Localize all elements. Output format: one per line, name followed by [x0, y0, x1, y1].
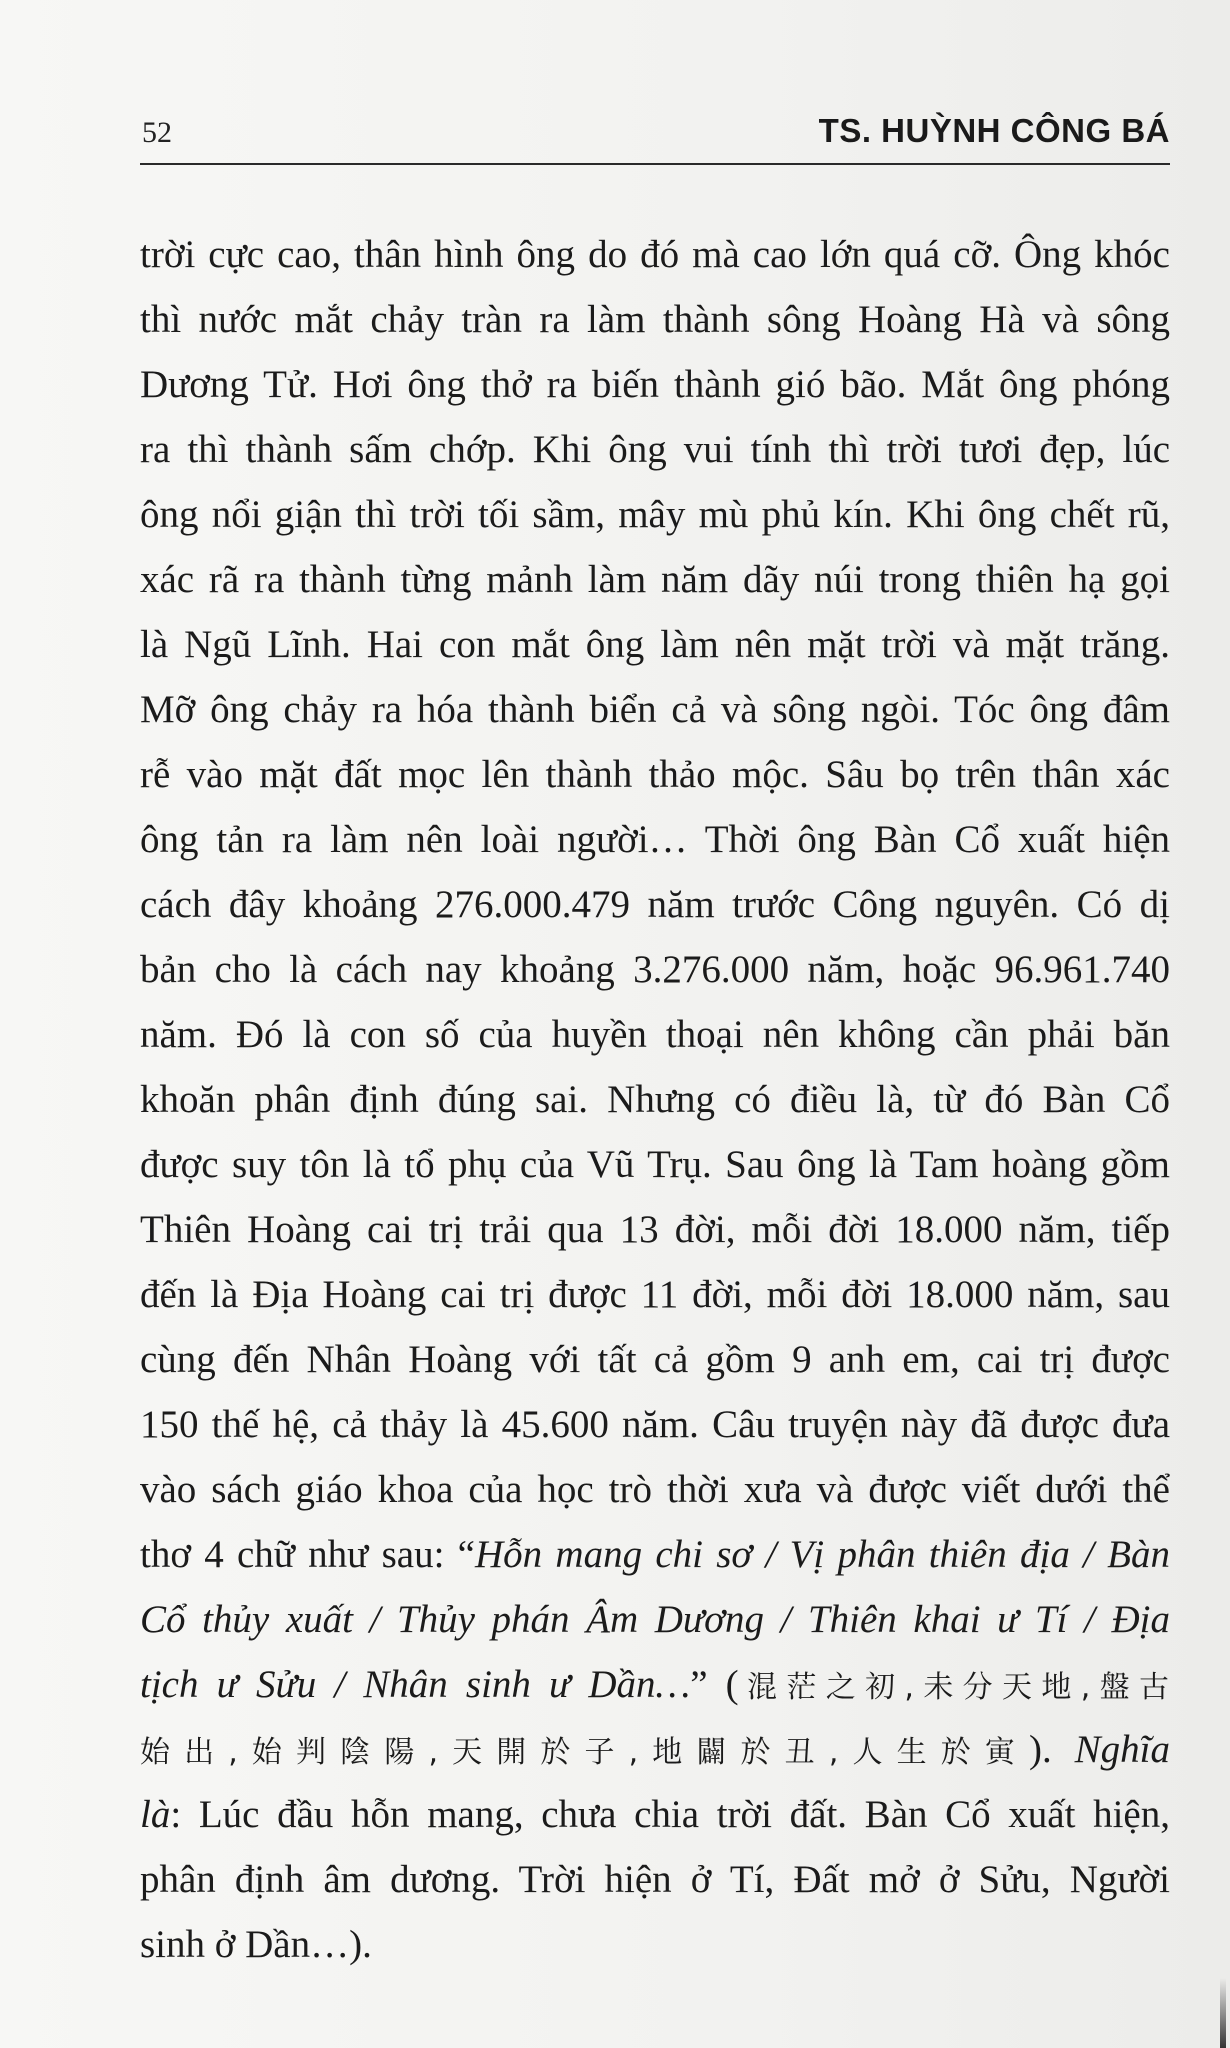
text-line-4: ra thì thành sấm chớp. Khi ông vui tính thì trời tươi đẹp, lúc [140, 428, 1170, 471]
text-line-18: cùng đến Nhân Hoàng với tất cả gồm 9 anh em, cai trị được [140, 1338, 1170, 1381]
text-line-2: thì nước mắt chảy tràn ra làm thành sông Hoàng Hà và sông [140, 298, 1170, 341]
text-line-17: đến là Địa Hoàng cai trị được 11 đời, mỗi đời 18.000 năm, sau [140, 1273, 1170, 1316]
text-line-8: Mỡ ông chảy ra hóa thành biển cả và sông ngòi. Tóc ông đâm [140, 688, 1170, 731]
text-line-16: Thiên Hoàng cai trị trải qua 13 đời, mỗi đời 18.000 năm, tiếp [140, 1208, 1170, 1251]
text-line-3: Dương Tử. Hơi ông thở ra biến thành gió bão. Mắt ông phóng [140, 363, 1170, 406]
text-line-10: ông tản ra làm nên loài người… Thời ông Bàn Cổ xuất hiện [140, 818, 1170, 861]
line-25-normal: : Lúc đầu hỗn mang, chưa chia trời đất. Bàn Cổ xuất hiện, [170, 1793, 1170, 1836]
line-23-normal: ” ( [690, 1663, 739, 1706]
page-number: 52 [142, 116, 172, 149]
meaning-label-cont: là [140, 1793, 171, 1836]
meaning-label: Nghĩa [1074, 1728, 1170, 1771]
text-line-6: xác rã ra thành từng mảnh làm năm dãy núi trong thiên hạ gọi [140, 558, 1170, 601]
chinese-text-part-2: 始出,始判陰陽,天開於子,地闢於丑,人生於寅 [140, 1735, 1029, 1770]
text-line-14: khoăn phân định đúng sai. Nhưng có điều là, từ đó Bàn Cổ [140, 1078, 1170, 1121]
running-head-author: TS. HUỲNH CÔNG BÁ [818, 112, 1170, 149]
text-line-12: bản cho là cách nay khoảng 3.276.000 năm, hoặc 96.961.740 [140, 948, 1170, 991]
line-24-normal: ). [1029, 1728, 1075, 1771]
page-edge-shadow [1220, 1978, 1226, 2048]
text-line-13: năm. Đó là con số của huyền thoại nên không cần phải băn [140, 1013, 1170, 1056]
text-line-25 [140, 1782, 1170, 1847]
text-line-22 [140, 1587, 1170, 1652]
text-line-23 [140, 1652, 1170, 1717]
text-line-9: rễ vào mặt đất mọc lên thành thảo mộc. Sâu bọ trên thân xác [140, 753, 1170, 796]
line-21-normal: thơ 4 chữ như sau: “ [140, 1533, 475, 1576]
text-line-19: 150 thế hệ, cả thảy là 45.600 năm. Câu truyện này đã được đưa [140, 1403, 1170, 1446]
text-line-27: sinh ở Dần…). [140, 1923, 372, 1966]
page-header [140, 108, 1170, 160]
text-line-7: là Ngũ Lĩnh. Hai con mắt ông làm nên mặt trời và mặt trăng. [140, 623, 1170, 666]
text-line-20: vào sách giáo khoa của học trò thời xưa và được viết dưới thể [140, 1468, 1170, 1511]
body-text [140, 222, 1170, 1977]
chinese-text-part-1: 混茫之初,未分天地,盤古 [738, 1670, 1170, 1705]
text-line-15: được suy tôn là tổ phụ của Vũ Trụ. Sau ông là Tam hoàng gồm [140, 1143, 1170, 1186]
text-line-24 [140, 1717, 1170, 1782]
poem-quote-part-3: tịch ư Sửu / Nhân sinh ư Dần… [140, 1663, 691, 1706]
header-rule [140, 163, 1170, 165]
text-line-11: cách đây khoảng 276.000.479 năm trước Công nguyên. Có dị [140, 883, 1170, 926]
text-line-21 [140, 1522, 1170, 1587]
text-line-1: trời cực cao, thân hình ông do đó mà cao lớn quá cỡ. Ông khóc [140, 233, 1170, 276]
poem-quote-part-2: Cổ thủy xuất / Thủy phán Âm Dương / Thiên khai ư Tí / Địa [140, 1598, 1170, 1641]
text-line-5: ông nổi giận thì trời tối sầm, mây mù phủ kín. Khi ông chết rũ, [140, 493, 1170, 536]
poem-quote-part-1: Hỗn mang chi sơ / Vị phân thiên địa / Bàn [474, 1533, 1170, 1576]
text-line-26: phân định âm dương. Trời hiện ở Tí, Đất mở ở Sửu, Người [140, 1858, 1170, 1901]
